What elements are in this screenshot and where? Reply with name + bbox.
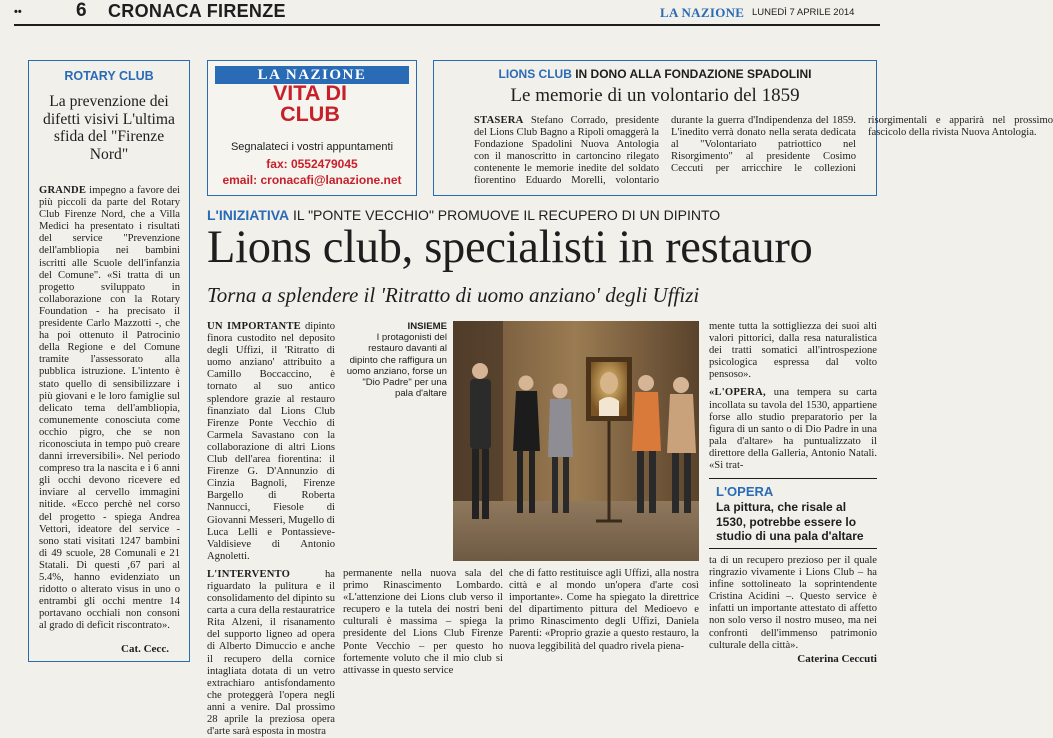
- sidebar-rule-top: [709, 478, 877, 479]
- vita-club-masthead: LA NAZIONE: [215, 66, 409, 84]
- section-title: CRONACA FIRENZE: [108, 1, 286, 21]
- header-dots: ••: [14, 6, 22, 18]
- rotary-signature: Cat. Cecc.: [121, 643, 169, 655]
- rotary-headline: La prevenzione dei difetti visivi L'ultima sfida del "Firenze Nord": [43, 93, 175, 163]
- main-kicker-rest: IL "PONTE VECCHIO" PROMUOVE IL RECUPERO DI UN DIPINTO: [289, 207, 721, 223]
- main-headline: Lions club, specialisti in restauro: [207, 222, 813, 273]
- lions-top-article: [474, 115, 1053, 189]
- newspaper-name: LA NAZIONE: [660, 5, 745, 20]
- rotary-box: [28, 60, 190, 662]
- rotary-kicker: ROTARY CLUB: [64, 69, 154, 83]
- sidebar-rule-bottom: [709, 548, 877, 549]
- vita-club-email: email: cronacafi@lanazione.net: [222, 173, 402, 187]
- lions-top-kicker-club: LIONS CLUB: [498, 67, 572, 81]
- vita-club-box: [207, 60, 417, 196]
- main-col1-lead: UN IMPORTANTE: [207, 321, 301, 332]
- sidebar-title: L'OPERA: [716, 484, 774, 499]
- main-signature: Caterina Ceccuti: [797, 653, 877, 665]
- main-col4-lead: «L'OPERA,: [709, 387, 766, 399]
- main-column-1: [207, 321, 336, 738]
- issue-date: LUNEDÌ 7 APRILE 2014: [752, 7, 855, 18]
- vita-club-subtitle: Segnalateci i vostri appuntamenti: [230, 141, 394, 153]
- lions-top-kicker: [434, 67, 876, 81]
- main-column-4-top: [709, 321, 877, 471]
- photo-caption: [343, 321, 447, 399]
- main-subheadline: Torna a splendere il 'Ritratto di uomo anziano' degli Uffizi: [207, 283, 700, 307]
- rotary-lead: GRANDE: [39, 185, 87, 196]
- lions-top-kicker-rest: IN DONO ALLA FONDAZIONE SPADOLINI: [571, 67, 812, 81]
- main-column-2: permanente nella nuova sala del primo Rinascimento Lombardo. «L'attenzione dei Lions club verso il recupero e la tutela dei nostri beni culturali è massima – spiega la presidente del Lions Club Firenze Ponte Vecchio – per questo ho fortemente voluto che il mio club si attivasse in questo service: [343, 568, 503, 676]
- lions-top-body: Stefano Corrado, presidente del Lions Club Bagno a Ripoli omaggerà la Fondazione Spadolini Nuova Antologia con il manoscritto in cartoncino rilegato contenente le memorie inedite del soldato fiorentino Eduardo Morelli, volontario durante la guerra d'Indipendenza del 1859. L'inedito verrà donato nella serata dedicata al "Volontariato patriottico nel Risorgimento" al presidente Cosimo Ceccuti per arricchire le collezioni risorgimentali e apparirà nel prossimo fascicolo della rivista Nuova Antologia.: [474, 115, 1053, 187]
- vita-club-fax: fax: 0552479045: [266, 157, 358, 171]
- photo-caption-title: INSIEME: [407, 321, 447, 332]
- vita-club-title: VITA DI CLUB: [272, 81, 348, 126]
- rotary-body: impegno a favore dei più piccoli da parte del Rotary Club Firenze Nord, che a Villa Medici ha presentato i risultati del service "Prevenzione dell'ambliopia nei bambini iscritti alle Scuole dell'infanzia del Comune". «Si tratta di un progetto sviluppato in collaborazione con la Rotary Foundation - ha precisato il presidente Carlo Mazzotti -, che ha poi ottenuto il Patrocinio della Regione e del Comune tramite l'assessorato alla pubblica istruzione. L'intento è stato quello di sensibilizzare i più giovani e le loro famiglie sul delicato tema dell'ambliopia, comunemente conosciuta come occhio pigro, che se non riconosciuta in tempo può creare danni irreversibili». Nel periodo compreso tra la nascita e i 6 anni gli occhi devono ricevere ed inviare al cervello immagini nitide. «Ecco perchè nel corso del progetto - spiega Andrea Vettori, ideatore del service - sono stati visitati 1247 bambini di 49 scuole, 28 Comunali e 21 Statali. Di questi ,67 pari al 5.4%, hanno evidenziato un ridotto o alterato visus in uno o entrambi gli occhi mentre 14 portavano occhiali non consoni al grado di deficit riscontrato».: [39, 185, 180, 632]
- lions-top-box: [433, 60, 1053, 196]
- main-col1-p1: dipinto finora custodito nel deposito degli Uffizi, il 'Ritratto di uomo anziano' attribuito a Camillo Boccaccino, è tornato al suo antico splendore grazie al restauro finanziato dal Lions Club Firenze Ponte Vecchio di Carmela Savastano con la collaborazione di altri Lions Club dell'area fiorentina: il Firenze G. D'Annunzio di Cinzia Bagnoli, Firenze Bargello di Roberta Nannucci, Fiesole di Giovanni Messeri, Mugello di Luca Lelli e Pontassieve-Valdisieve di Antonio Agnoletti.: [207, 321, 336, 562]
- lions-top-lead: STASERA: [474, 115, 524, 126]
- sidebar-body: La pittura, che risale al 1530, potrebbe essere lo studio di una pala d'altare: [716, 500, 864, 543]
- main-col4-p1: mente tutta la sottigliezza dei suoi alti valori pittorici, dalla resa naturalistica dei tratti somatici all'introspezione psicologica espressa dal volto pensoso».: [709, 321, 877, 381]
- page-number: 6: [76, 0, 87, 21]
- main-column-3: che di fatto restituisce agli Uffizi, alla nostra città e al mondo un'opera d'arte così importante». Come ha spiegato la direttrice del dipartimento pittura del Medioevo e primo Rinascimento degli Uffizi, Daniela Parenti: «Proprio grazie a questo restauro, la nuova leggibilità del quadro rivela piena-: [509, 568, 699, 652]
- main-kicker: [207, 207, 887, 223]
- main-col1-p2: ha riguardato la pulitura e il consolidamento del dipinto su carta a cura della restauratrice Rita Alzeni, il risanamento del supporto ligneo ad opera di Alberto Dimuccio e anche il recupero della cornice intagliata dotata di un vetro extrachiaro antisfondamento che proteggerà l'opera negli anni a venire. Dal prossimo 28 aprile la preziosa opera d'arte sarà esposta in mostra: [207, 568, 335, 738]
- main-column-4-bottom: ta di un recupero prezioso per il quale ringrazio vivamente i Lions Club – ha infine sottolineato la soprintendente Cristina Acidini –. Questo service è infatti un importante attestato di affetto non solo verso il nostro museo, ma nei confronti dell'immenso patrimonio culturale della città».: [709, 555, 877, 651]
- photo-caption-body: I protagonisti del restauro davanti al dipinto che raffigura un uomo anziano, forse un "Dio Padre" per una pala d'altare: [346, 332, 447, 400]
- article-photo: [453, 321, 699, 561]
- lions-top-headline: Le memorie di un volontario del 1859: [510, 85, 800, 106]
- rotary-article: [39, 185, 180, 649]
- main-col4-p2: una tempera su carta incollata su tavola del 1530, appartiene forse allo studio preparatorio per la figura di un santo o di Dio Padre in una pala d'altare» ha puntualizzato il direttore della Galleria, Antonio Natali. «Si trat-: [709, 387, 877, 472]
- main-col1-lead2: L'INTERVENTO: [207, 568, 291, 580]
- main-kicker-tag: L'INIZIATIVA: [207, 207, 290, 223]
- header-rule: [14, 24, 880, 26]
